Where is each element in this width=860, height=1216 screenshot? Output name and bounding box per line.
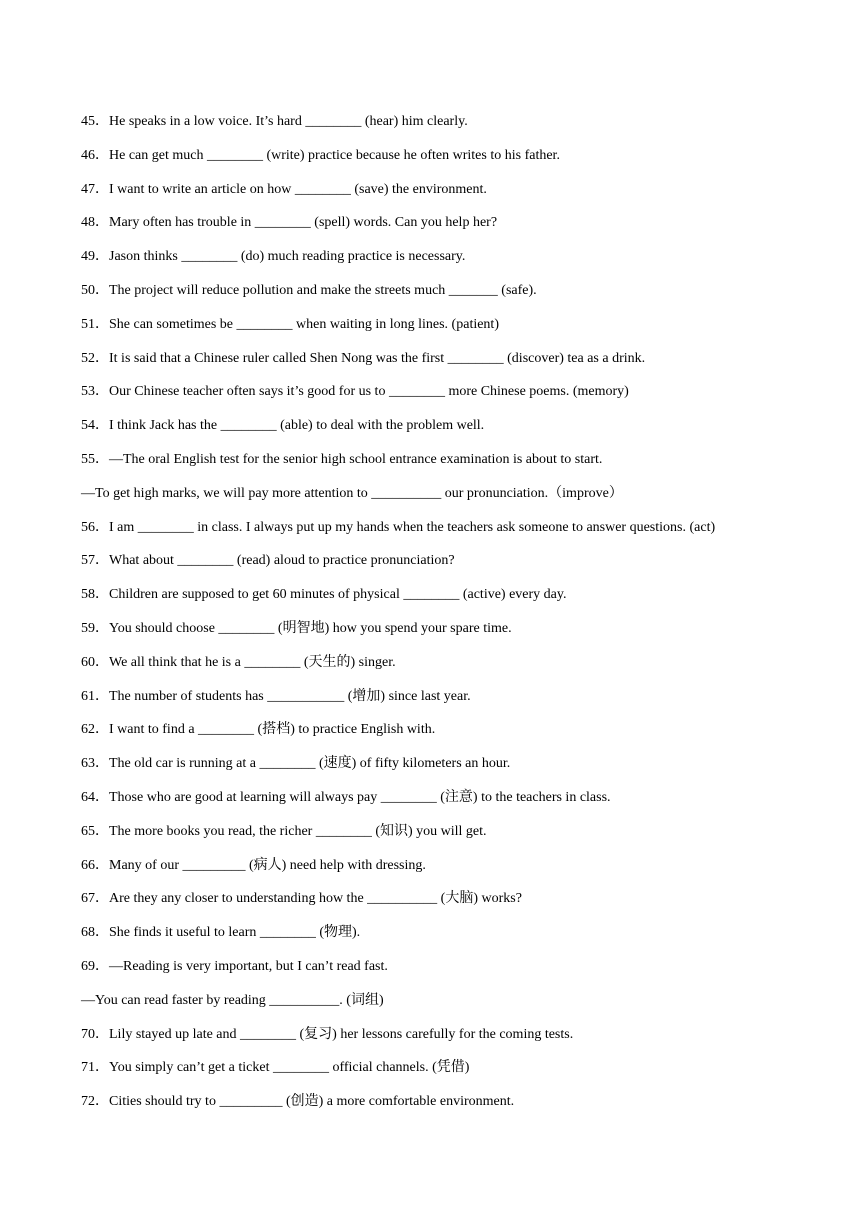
exercise-line: 71．You simply can’t get a ticket ________ official channels. (凭借) bbox=[81, 1060, 470, 1076]
exercise-line: 55．—The oral English test for the senior high school entrance examination is about to start. bbox=[81, 451, 603, 467]
exercise-line: 47．I want to write an article on how ________ (save) the environment. bbox=[81, 181, 487, 197]
exercise-line: 66．Many of our _________ (病人) need help with dressing. bbox=[81, 857, 426, 873]
exercise-line: 72．Cities should try to _________ (创造) a more comfortable environment. bbox=[81, 1094, 515, 1110]
exercise-line: 49．Jason thinks ________ (do) much reading practice is necessary. bbox=[81, 249, 466, 265]
exercise-line: 62．I want to find a ________ (搭档) to practice English with. bbox=[81, 722, 436, 738]
exercise-line: 50．The project will reduce pollution and make the streets much _______ (safe). bbox=[81, 282, 537, 298]
exercise-line: 58．Children are supposed to get 60 minutes of physical ________ (active) every day. bbox=[81, 587, 567, 603]
exercise-line: 54．I think Jack has the ________ (able) to deal with the problem well. bbox=[81, 418, 485, 434]
exercise-line: 59．You should choose ________ (明智地) how you spend your spare time. bbox=[81, 620, 512, 636]
exercise-line: 65．The more books you read, the richer ________ (知识) you will get. bbox=[81, 823, 487, 839]
exercise-line: 60．We all think that he is a ________ (天生的) singer. bbox=[81, 654, 396, 670]
exercise-line: 53．Our Chinese teacher often says it’s good for us to ________ more Chinese poems. (memory) bbox=[81, 384, 629, 400]
exercise-line: 56．I am ________ in class. I always put up my hands when the teachers ask someone to answer questions. (act) bbox=[81, 519, 716, 535]
exercise-line: —You can read faster by reading __________. (词组) bbox=[81, 992, 384, 1008]
exercise-line: 51．She can sometimes be ________ when waiting in long lines. (patient) bbox=[81, 316, 499, 332]
exercise-line: 63．The old car is running at a ________ (速度) of fifty kilometers an hour. bbox=[81, 756, 511, 772]
exercise-line: 68．She finds it useful to learn ________ (物理). bbox=[81, 925, 361, 941]
exercise-line: 69．—Reading is very important, but I can’t read fast. bbox=[81, 958, 388, 974]
exercise-line: 67．Are they any closer to understanding how the __________ (大脑) works? bbox=[81, 891, 522, 907]
exercise-line: 46．He can get much ________ (write) practice because he often writes to his father. bbox=[81, 147, 560, 163]
exercise-line: 57．What about ________ (read) aloud to practice pronunciation? bbox=[81, 553, 455, 569]
exercise-line: 64．Those who are good at learning will always pay ________ (注意) to the teachers in class. bbox=[81, 789, 611, 805]
exercise-line: 70．Lily stayed up late and ________ (复习) her lessons carefully for the coming tests. bbox=[81, 1026, 574, 1042]
exercise-line: 48．Mary often has trouble in ________ (spell) words. Can you help her? bbox=[81, 215, 498, 231]
exercise-line: 52．It is said that a Chinese ruler called Shen Nong was the first ________ (discover) tea as a drink. bbox=[81, 350, 646, 366]
exercise-line: —To get high marks, we will pay more attention to __________ our pronunciation.（improve） bbox=[81, 485, 623, 501]
exercise-line: 61．The number of students has ___________ (增加) since last year. bbox=[81, 688, 471, 704]
exercise-line: 45．He speaks in a low voice. It’s hard ________ (hear) him clearly. bbox=[81, 114, 468, 129]
exercise-list bbox=[81, 113, 841, 1127]
